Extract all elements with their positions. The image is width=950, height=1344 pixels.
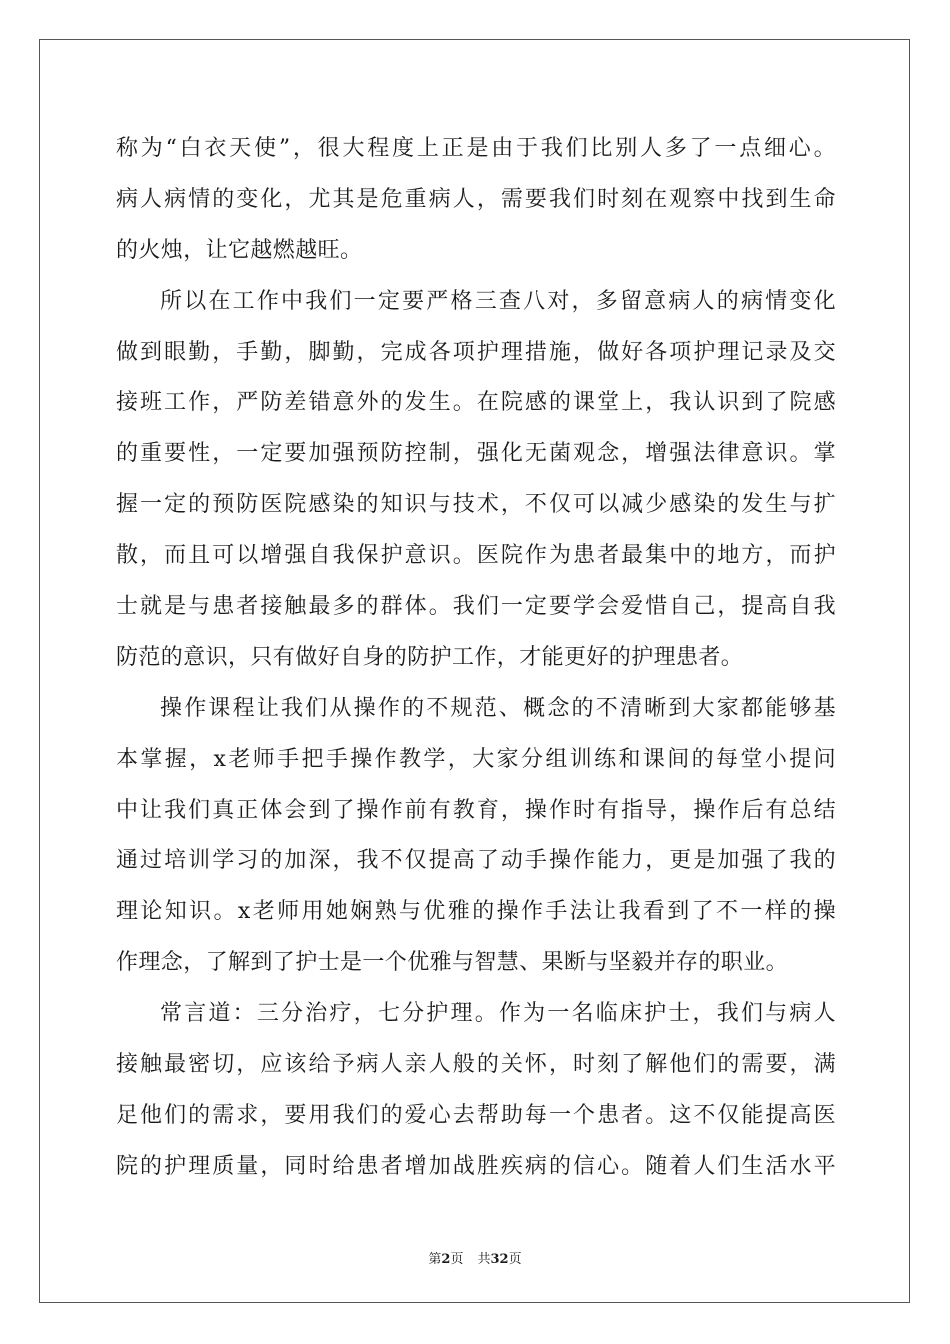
page-footer [0,1248,950,1267]
total-prefix: 共 [477,1252,491,1267]
document-body [116,124,836,1193]
text-line: 所以在工作中我们一定要严格三查八对，多留意病人的病情变化 [160,288,836,314]
text-line: 理论知识。x老师用她娴熟与优雅的操作手法让我看到了不一样的操 [116,899,836,925]
text-line: 的重要性，一定要加强预防控制，强化无菌观念，增强法律意识。掌 [116,441,836,467]
text-line: 常言道：三分治疗，七分护理。作为一名临床护士，我们与病人 [160,1001,836,1027]
text-line: 散，而且可以增强自我保护意识。医院作为患者最集中的地方，而护 [116,543,836,569]
text-line: 接触最密切，应该给予病人亲人般的关怀，时刻了解他们的需要，满 [116,1052,836,1078]
text-line: 的火烛，让它越燃越旺。 [116,237,363,263]
total-pages: 32 [490,1252,509,1267]
text-line: 本掌握，x老师手把手操作教学，大家分组训练和课间的每堂小提问 [116,746,836,772]
text-line: 称为“白衣天使”，很大程度上正是由于我们比别人多了一点细心。 [116,136,836,161]
text-line: 病人病情的变化，尤其是危重病人，需要我们时刻在观察中找到生命 [116,186,836,212]
text-line: 院的护理质量，同时给患者增加战胜疾病的信心。随着人们生活水平 [116,1153,836,1179]
text-line: 士就是与患者接触最多的群体。我们一定要学会爱惜自己，提高自我 [116,594,836,620]
text-line: 操作课程让我们从操作的不规范、概念的不清晰到大家都能够基 [160,695,836,721]
text-line: 做到眼勤，手勤，脚勤，完成各项护理措施，做好各项护理记录及交 [116,339,836,365]
page-number: 2 [441,1252,451,1267]
total-suffix: 页 [508,1252,522,1267]
text-line: 接班工作，严防差错意外的发生。在院感的课堂上，我认识到了院感 [116,390,836,416]
text-line: 中让我们真正体会到了操作前有教育，操作时有指导，操作后有总结 [116,797,836,823]
page-suffix: 页 [450,1252,464,1267]
text-line: 握一定的预防医院感染的知识与技术，不仅可以减少感染的发生与扩 [116,492,836,518]
text-line: 作理念，了解到了护士是一个优雅与智慧、果断与坚毅并存的职业。 [116,950,789,976]
text-line: 足他们的需求，要用我们的爱心去帮助每一个患者。这不仅能提高医 [116,1102,836,1128]
page-prefix: 第 [428,1252,442,1267]
text-line: 防范的意识，只有做好自身的防护工作，才能更好的护理患者。 [116,644,744,670]
text-line: 通过培训学习的加深，我不仅提高了动手操作能力，更是加强了我的 [116,848,836,874]
